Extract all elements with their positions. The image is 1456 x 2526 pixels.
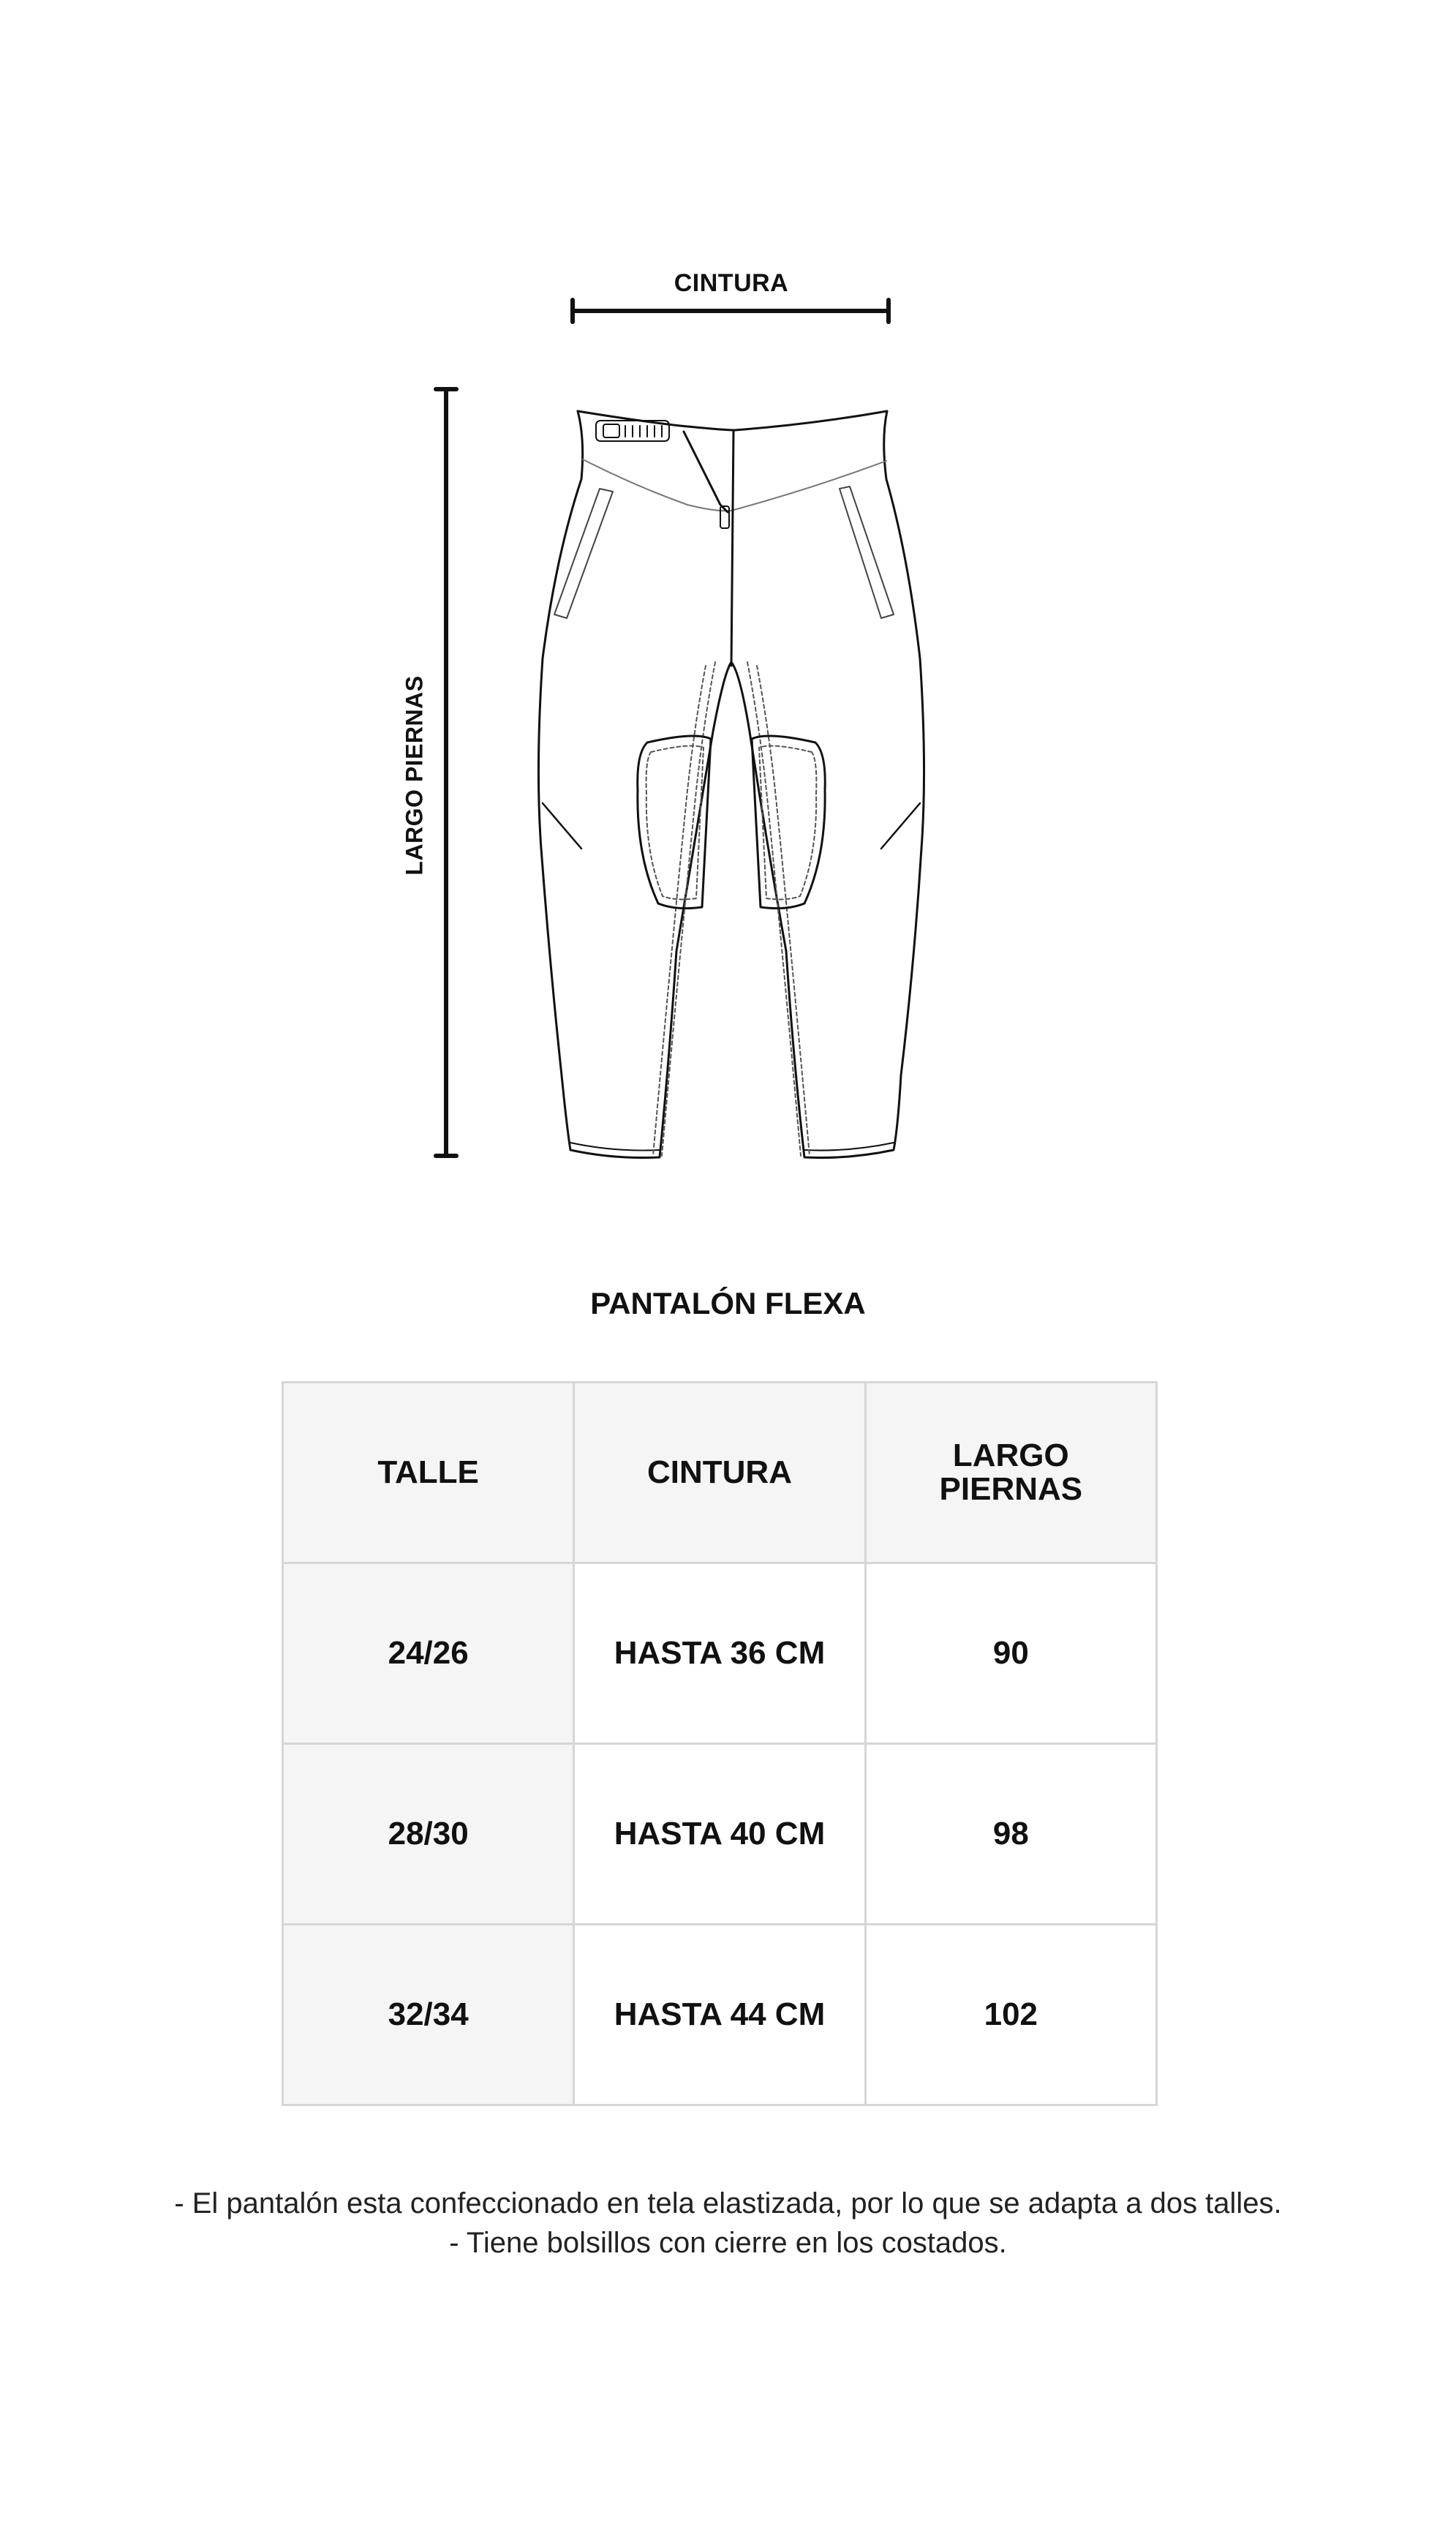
right-hem — [804, 1143, 894, 1151]
cell-talle: 32/34 — [283, 1925, 574, 2105]
product-title: PANTALÓN FLEXA — [590, 1286, 866, 1320]
pants-right-leg-outline — [731, 411, 924, 1158]
measurement-diagram — [0, 0, 1456, 1207]
cell-talle: 28/30 — [283, 1744, 574, 1925]
cell-largo: 98 — [865, 1744, 1156, 1925]
right-knee-patch-stitch — [759, 746, 816, 900]
left-side-dart — [543, 803, 581, 849]
cell-cintura: HASTA 36 CM — [574, 1563, 865, 1744]
pants-left-leg-outline — [538, 411, 731, 1158]
note-line: - Tiene bolsillos con cierre en los costados. — [449, 2227, 1007, 2259]
leg-length-label: LARGO PIERNAS — [401, 675, 428, 876]
table-header-row — [283, 1383, 1157, 1563]
cell-cintura: HASTA 44 CM — [574, 1925, 865, 2105]
cell-largo: 90 — [865, 1563, 1156, 1744]
header-largo-piernas: LARGO PIERNAS — [865, 1383, 1156, 1563]
right-zip-pocket — [840, 486, 894, 618]
table-row — [283, 1925, 1157, 2105]
note-line: - El pantalón esta confeccionado en tela elastizada, por lo que se adapta a dos talles. — [174, 2187, 1282, 2219]
waist-measure-line — [573, 300, 889, 322]
header-cintura: CINTURA — [574, 1383, 865, 1563]
size-table — [282, 1381, 1158, 2106]
product-notes — [0, 2184, 1456, 2263]
pants-diagram-svg — [0, 0, 1456, 1207]
leg-measure-line — [436, 389, 456, 1156]
waist-measure-label: CINTURA — [674, 269, 789, 297]
pants-outline — [538, 411, 924, 1158]
header-talle: TALLE — [283, 1383, 574, 1563]
table-row — [283, 1563, 1157, 1744]
table-row — [283, 1744, 1157, 1925]
right-side-dart — [881, 803, 920, 849]
cell-largo: 102 — [865, 1925, 1156, 2105]
left-knee-patch-stitch — [646, 746, 704, 900]
cell-talle: 24/26 — [283, 1563, 574, 1744]
fly-line — [731, 432, 733, 666]
left-zip-pocket — [554, 489, 613, 618]
cell-cintura: HASTA 40 CM — [574, 1744, 865, 1925]
left-hem — [570, 1143, 660, 1151]
fly-flap — [684, 432, 728, 512]
waistband-bottom — [583, 459, 886, 511]
